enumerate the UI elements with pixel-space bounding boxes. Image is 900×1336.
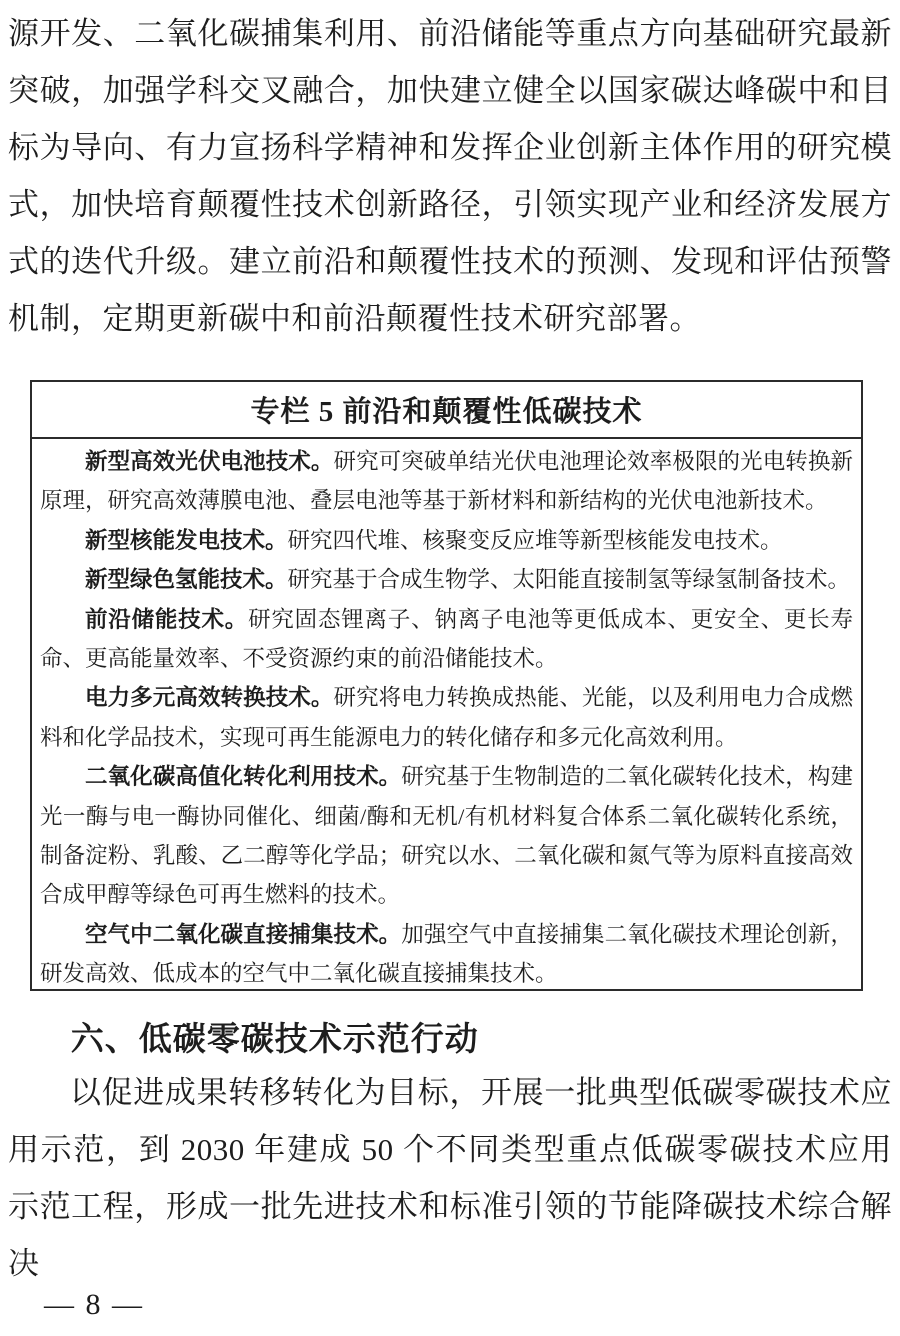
callout-paragraph-body: 研究可突破单结光伏电池理论效率极限的光电转换新原理，研究高效薄膜电池、叠层电池等基于新材料和新结构的光伏电池新技术。 [40,449,853,514]
callout-paragraph [40,560,853,599]
callout-paragraph-body: 研究四代堆、核聚变反应堆等新型核能发电技术。 [287,527,783,553]
callout-paragraph [40,600,853,679]
callout-paragraph-lead: 新型高效光伏电池技术。 [85,449,334,474]
callout-paragraph [40,915,853,994]
callout-paragraph [40,442,853,521]
callout-box-title: 专栏 5 前沿和颠覆性低碳技术 [250,396,643,428]
callout-box [30,380,863,991]
callout-paragraph-body: 研究基于生物制造的二氧化碳转化技术，构建光一酶与电一酶协同催化、细菌/酶和无机/有机材料复合体系二氧化碳转化系统，制备淀粉、乳酸、乙二醇等化学品；研究以水、二氧化碳和氮气等为原料直接高效合成甲醇等绿色可再生燃料的技术。 [40,764,853,908]
callout-paragraph-body: 研究将电力转换成热能、光能，以及利用电力合成燃料和化学品技术，实现可再生能源电力的转化储存和多元化高效利用。 [40,685,853,750]
section-paragraph: 以促进成果转移转化为目标，开展一批典型低碳零碳技术应用示范，到 2030 年建成 50 个不同类型重点低碳零碳技术应用示范工程，形成一批先进技术和标准引领的节能降碳技术综合解决 [8,1075,892,1281]
page-number: — 8 — [44,1288,144,1321]
callout-paragraph-body: 研究固态锂离子、钠离子电池等更低成本、更安全、更长寿命、更高能量效率、不受资源约束的前沿储能技术。 [40,606,853,672]
callout-paragraph [40,678,853,757]
callout-paragraph [40,521,853,560]
body-paragraph-continued: 源开发、二氧化碳捕集利用、前沿储能等重点方向基础研究最新突破，加强学科交叉融合，加快建立健全以国家碳达峰碳中和目标为导向、有力宣扬科学精神和发挥企业创新主体作用的研究模式，加快培育颠覆性技术创新路径，引领实现产业和经济发展方式的迭代升级。建立前沿和颠覆性技术的预测、发现和评估预警机制，定期更新碳中和前沿颠覆性技术研究部署。 [8,16,892,336]
callout-paragraph-lead: 前沿储能技术。 [85,606,249,632]
callout-paragraph-lead: 电力多元高效转换技术。 [85,685,334,711]
section-heading: 六、低碳零碳技术示范行动 [70,1022,479,1058]
callout-paragraph-body: 加强空气中直接捕集二氧化碳技术理论创新，研发高效、低成本的空气中二氧化碳直接捕集技术。 [40,921,853,987]
callout-paragraph-lead: 新型绿色氢能技术。 [85,567,288,593]
callout-box-title-row [32,382,861,439]
callout-paragraph-lead: 二氧化碳高值化转化利用技术。 [85,764,402,790]
callout-paragraphs [32,439,861,994]
callout-paragraph-lead: 新型核能发电技术。 [85,527,288,553]
callout-paragraph-body: 研究基于合成生物学、太阳能直接制氢等绿氢制备技术。 [287,567,851,593]
callout-paragraph [40,757,853,915]
callout-paragraph-lead: 空气中二氧化碳直接捕集技术。 [85,921,402,947]
